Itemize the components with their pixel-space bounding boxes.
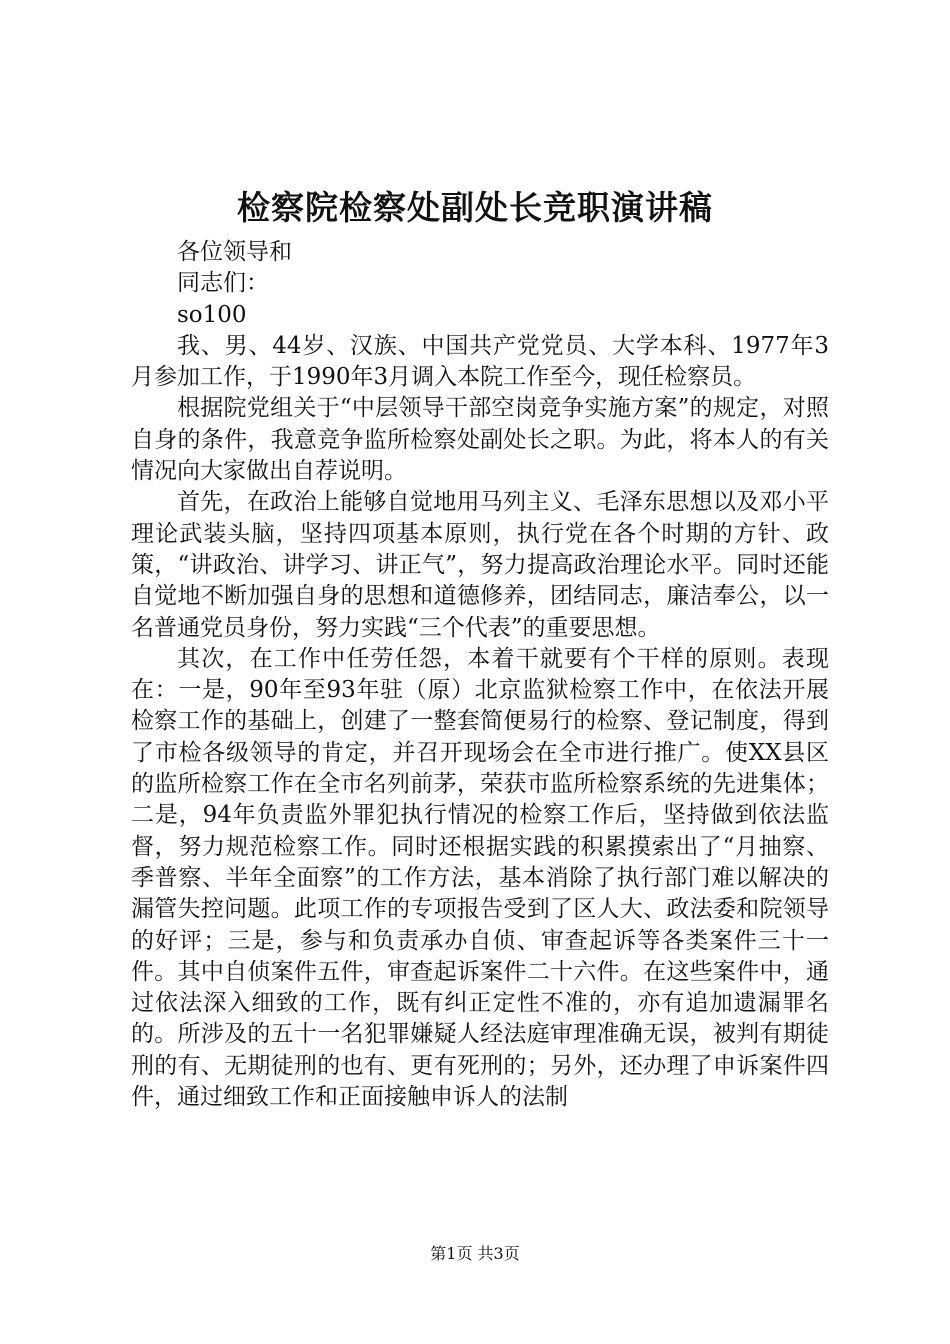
paragraph-politics: 首先，在政治上能够自觉地用马列主义、毛泽东思想以及邓小平理论武装头脑，坚持四项基本原则，执行党在各个时期的方针、政策，“讲政治、讲学习、讲正气”，努力提高政治理论水平。同时还能自觉地不断加强自身的思想和道德修养，团结同志，廉洁奉公，以一名普通党员身份，努力实践“三个代表”的重要思想。 [131, 489, 829, 641]
salutation-line-2: 同志们： [177, 270, 269, 297]
paragraph-work: 其次，在工作中任劳任怨，本着干就要有个干样的原则。表现在：一是，90年至93年驻（原）北京监狱检察工作中，在依法开展检察工作的基础上，创建了一整套简便易行的检察、登记制度，得到了市检各级领导的肯定，并召开现场会在全市进行推广。使XX县区的监所检察工作在全市名列前茅，荣获市监所检察系统的先进集体；二是，94年负责监外罪犯执行情况的检察工作后，坚持做到依法监督，努力规范检察工作。同时还根据实践的积累摸索出了“月抽察、季普察、半年全面察”的工作方法，基本消除了执行部门难以解决的漏管失控问题。此项工作的专项报告受到了区人大、政法委和院领导的好评；三是，参与和负责承办自侦、审查起诉等各类案件三十一件。其中自侦案件五件，审查起诉案件二十六件。在这些案件中，通过依法深入细致的工作，既有纠正定性不准的，亦有追加遗漏罪名的。所涉及的五十一名犯罪嫌疑人经法庭审理准确无误，被判有期徒刑的有、无期徒刑的也有、更有死刑的；另外，还办理了申诉案件四件，通过细致工作和正面接触申诉人的法制 [131, 645, 829, 1111]
salutation-line-1: 各位领导和 [177, 239, 292, 265]
paragraph-purpose: 根据院党组关于“中层领导干部空岗竞争实施方案”的规定，对照自身的条件，我意竞争监所检察处副处长之职。为此，将本人的有关情况向大家做出自荐说明。 [131, 395, 829, 485]
paragraph-intro: 我、男、44岁、汉族、中国共产党党员、大学本科、1977年3月参加工作，于1990年3月调入本院工作至今，现任检察员。 [131, 332, 829, 391]
source-mark: so100 [177, 301, 247, 328]
document-title: 检察院检察处副处长竞职演讲稿 [237, 188, 713, 227]
document-body [131, 237, 829, 1113]
page-footer: 第1页 共3页 [430, 1244, 520, 1263]
